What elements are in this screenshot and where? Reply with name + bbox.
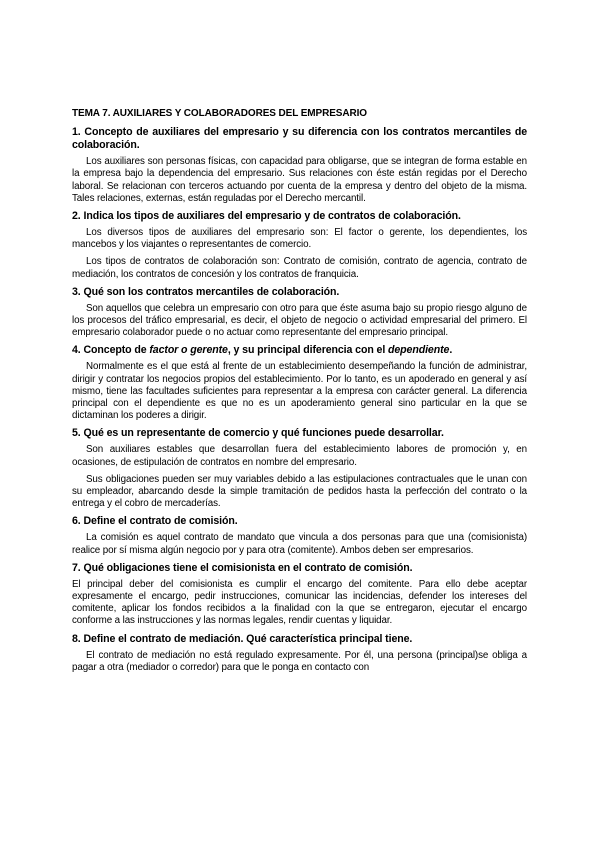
question-4-heading <box>72 344 527 357</box>
question-6-heading: 6. Define el contrato de comisión. <box>72 515 238 528</box>
answer-4-paragraph-1: Normalmente es el que está al frente de un establecimiento desempeñando la función de administrar, dirigir y contratar los negocios propios del establecimiento. Por lo tanto, es un apoderado en general y así mismo, tiene las facultades suficientes para representar a la empresa con carácter general. La diferencia principal con el dependiente es que no es un apoderamiento general sino particular en la que se dictaminan los poderes a dirigir. <box>72 361 527 422</box>
question-5-heading: 5. Qué es un representante de comercio y qué funciones puede desarrollar. <box>72 427 444 440</box>
question-4-heading-part-3: , y su principal diferencia con el <box>227 344 389 357</box>
answer-1-paragraph-1: Los auxiliares son personas físicas, con capacidad para obligarse, que se integran de forma estable en la empresa bajo la dependencia del empresario. Sus relaciones con éste están regidas por el Derecho laboral. Se relacionan con terceros actuando por cuenta de la empresa y dentro del objeto de la misma. Tales relaciones, externas, están reguladas por el Derecho mercantil. <box>72 156 527 204</box>
answer-2-paragraph-2: Los tipos de contratos de colaboración son: Contrato de comisión, contrato de agencia, contrato de mediación, los contratos de concesión y los contratos de franquicia. <box>72 256 527 280</box>
question-1-heading: 1. Concepto de auxiliares del empresario y su diferencia con los contratos mercantiles de colaboración. <box>72 126 527 152</box>
document-body <box>72 108 527 679</box>
answer-8-paragraph-1: El contrato de mediación no está regulado expresamente. Por él, una persona (principal)se obliga a pagar a otra (mediador o corredor) para que le ponga en contacto con <box>72 649 527 673</box>
question-4-heading-factor: factor o gerente <box>149 344 228 357</box>
answer-2-paragraph-1: Los diversos tipos de auxiliares del empresario son: El factor o gerente, los dependientes, los mancebos y los viajantes o representantes de comercio. <box>72 227 527 251</box>
question-4-heading-part-5: . <box>449 344 453 357</box>
answer-7-paragraph-1: El principal deber del comisionista es cumplir el encargo del comitente. Para ello debe aceptar expresamente el encargo, pedir instrucciones, comunicar las incidencias, defender los intereses del comitente, aplicar los fondos recibidos a la finalidad con la que se entregaron, ejecutar el encargo conforme a las instrucciones y las normas legales, rendir cuentas y liquidar. <box>72 578 527 627</box>
answer-6-paragraph-1: La comisión es aquel contrato de mandato que vincula a dos personas para que una (comisionista) realice por sí misma algún negocio por y para otra (comitente). Ambos deben ser empresarios. <box>72 532 527 556</box>
answer-3-paragraph-1: Son aquellos que celebra un empresario con otro para que éste asuma bajo su propio riesgo alguno de los procesos del tráfico empresarial, es decir, el objeto de negocio o actividad empresarial del primero. El empresario colaborador puede o no actuar como representante del empresario principal. <box>72 302 527 339</box>
question-3-heading: 3. Qué son los contratos mercantiles de colaboración. <box>72 285 340 298</box>
answer-5-paragraph-1: Son auxiliares estables que desarrollan fuera del establecimiento labores de promoción y, en ocasiones, de estipulación de contratos en nombre del empresario. <box>72 444 527 468</box>
question-2-heading: 2. Indica los tipos de auxiliares del empresario y de contratos de colaboración. <box>72 210 461 223</box>
answer-5-paragraph-2: Sus obligaciones pueden ser muy variables debido a las estipulaciones contractuales que le unan con su empleador, abarcando desde la simple tramitación de pedidos hasta la perfección del contrato o la entrega y el cobro de mercaderías. <box>72 473 527 510</box>
question-7-heading: 7. Qué obligaciones tiene el comisionista en el contrato de comisión. <box>72 561 413 574</box>
question-8-heading: 8. Define el contrato de mediación. Qué característica principal tiene. <box>72 632 413 645</box>
question-4-heading-dependiente: dependiente <box>388 344 450 357</box>
document-title: TEMA 7. AUXILIARES Y COLABORADORES DEL EMPRESARIO <box>72 108 367 119</box>
question-4-heading-part-1: 4. Concepto de <box>72 344 150 357</box>
